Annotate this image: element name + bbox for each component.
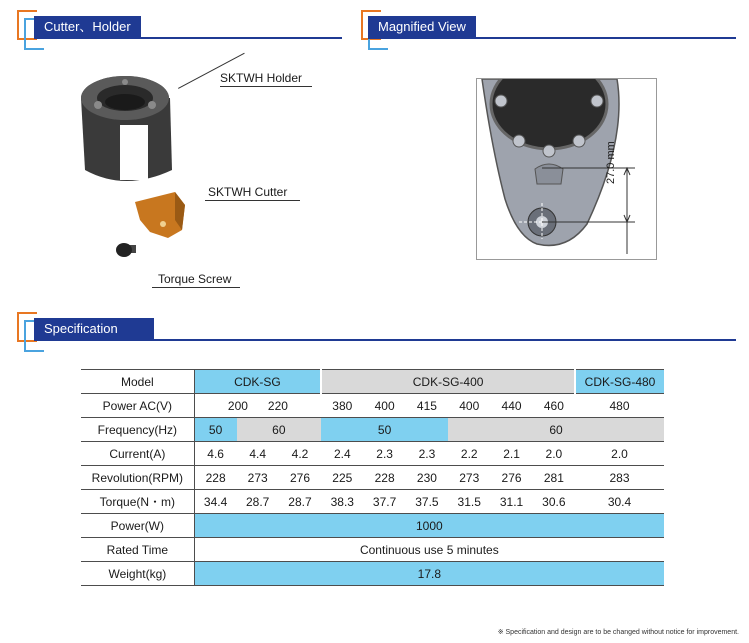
footnote: ※ Specification and design are to be changed without notice for improvement. xyxy=(497,629,739,636)
section-title-magnified: Magnified View xyxy=(368,16,476,38)
model-cell: CDK-SG-480 xyxy=(575,370,664,394)
table-cell: 2.1 xyxy=(490,442,532,466)
table-cell: 460 xyxy=(533,394,575,418)
table-cell: 4.6 xyxy=(194,442,236,466)
table-cell: 60 xyxy=(237,418,322,442)
table-cell: 400 xyxy=(363,394,405,418)
table-row-weight xyxy=(81,562,664,586)
table-cell: 276 xyxy=(490,466,532,490)
model-cell: CDK-SG-400 xyxy=(321,370,575,394)
row-header: Torque(N・m) xyxy=(81,490,194,514)
section-rule xyxy=(34,339,736,341)
table-cell: 225 xyxy=(321,466,363,490)
row-header: Frequency(Hz) xyxy=(81,418,194,442)
callout-cutter: SKTWH Cutter xyxy=(208,185,288,199)
table-row-power xyxy=(81,514,664,538)
table-cell: 380 xyxy=(321,394,363,418)
row-header: Weight(kg) xyxy=(81,562,194,586)
table-cell: 415 xyxy=(406,394,448,418)
table-cell: 4.2 xyxy=(279,442,321,466)
table-cell: 2.2 xyxy=(448,442,490,466)
table-cell: 200 220 xyxy=(194,394,321,418)
row-header: Revolution(RPM) xyxy=(81,466,194,490)
table-cell: 2.4 xyxy=(321,442,363,466)
table-cell: 60 xyxy=(448,418,664,442)
table-cell: 281 xyxy=(533,466,575,490)
table-cell: 30.4 xyxy=(575,490,664,514)
section-header-cutter-holder xyxy=(12,6,342,36)
table-cell: 283 xyxy=(575,466,664,490)
table-cell: 273 xyxy=(237,466,279,490)
table-row-rated-time xyxy=(81,538,664,562)
holder-cutter-drawing xyxy=(80,60,340,300)
table-cell: 37.5 xyxy=(406,490,448,514)
table-cell: 38.3 xyxy=(321,490,363,514)
table-cell: 50 xyxy=(194,418,236,442)
table-cell: 28.7 xyxy=(279,490,321,514)
table-cell: 50 xyxy=(321,418,448,442)
row-header: Model xyxy=(81,370,194,394)
table-cell: 440 xyxy=(490,394,532,418)
table-cell: 28.7 xyxy=(237,490,279,514)
table-cell: 30.6 xyxy=(533,490,575,514)
table-row-revolution xyxy=(81,466,664,490)
table-cell: 273 xyxy=(448,466,490,490)
table-cell: 228 xyxy=(363,466,405,490)
table-cell: 31.1 xyxy=(490,490,532,514)
table-cell: 17.8 xyxy=(194,562,664,586)
table-cell: 37.7 xyxy=(363,490,405,514)
table-cell: 34.4 xyxy=(194,490,236,514)
table-cell: 480 xyxy=(575,394,664,418)
table-row-current xyxy=(81,442,664,466)
table-row-torque xyxy=(81,490,664,514)
table-cell: 2.3 xyxy=(363,442,405,466)
table-row-power-ac xyxy=(81,394,664,418)
table-cell: 276 xyxy=(279,466,321,490)
magnified-drawing xyxy=(477,79,656,259)
section-header-magnified xyxy=(356,6,736,36)
table-cell: 2.0 xyxy=(575,442,664,466)
section-header-specification xyxy=(12,308,736,338)
section-title-specification: Specification xyxy=(34,318,154,340)
magnified-view-image xyxy=(476,78,657,260)
table-cell: 4.4 xyxy=(237,442,279,466)
model-cell: CDK-SG xyxy=(194,370,321,394)
section-rule xyxy=(368,37,736,39)
row-header: Current(A) xyxy=(81,442,194,466)
row-header: Power(W) xyxy=(81,514,194,538)
table-cell: 31.5 xyxy=(448,490,490,514)
row-header: Power AC(V) xyxy=(81,394,194,418)
table-cell: 2.3 xyxy=(406,442,448,466)
table-cell: 2.0 xyxy=(533,442,575,466)
table-cell: 400 xyxy=(448,394,490,418)
callout-holder: SKTWH Holder xyxy=(220,71,303,85)
table-cell: 1000 xyxy=(194,514,664,538)
specification-table xyxy=(81,369,664,586)
table-cell: Continuous use 5 minutes xyxy=(194,538,664,562)
section-title-cutter-holder: Cutter、Holder xyxy=(34,16,141,38)
table-cell: 230 xyxy=(406,466,448,490)
section-rule xyxy=(34,37,342,39)
table-row-model xyxy=(81,370,664,394)
callout-screw: Torque Screw xyxy=(158,272,232,286)
product-illustration xyxy=(80,60,340,300)
row-header: Rated Time xyxy=(81,538,194,562)
table-cell: 228 xyxy=(194,466,236,490)
table-row-frequency xyxy=(81,418,664,442)
dimension-label: 27.0 mm xyxy=(605,141,617,184)
